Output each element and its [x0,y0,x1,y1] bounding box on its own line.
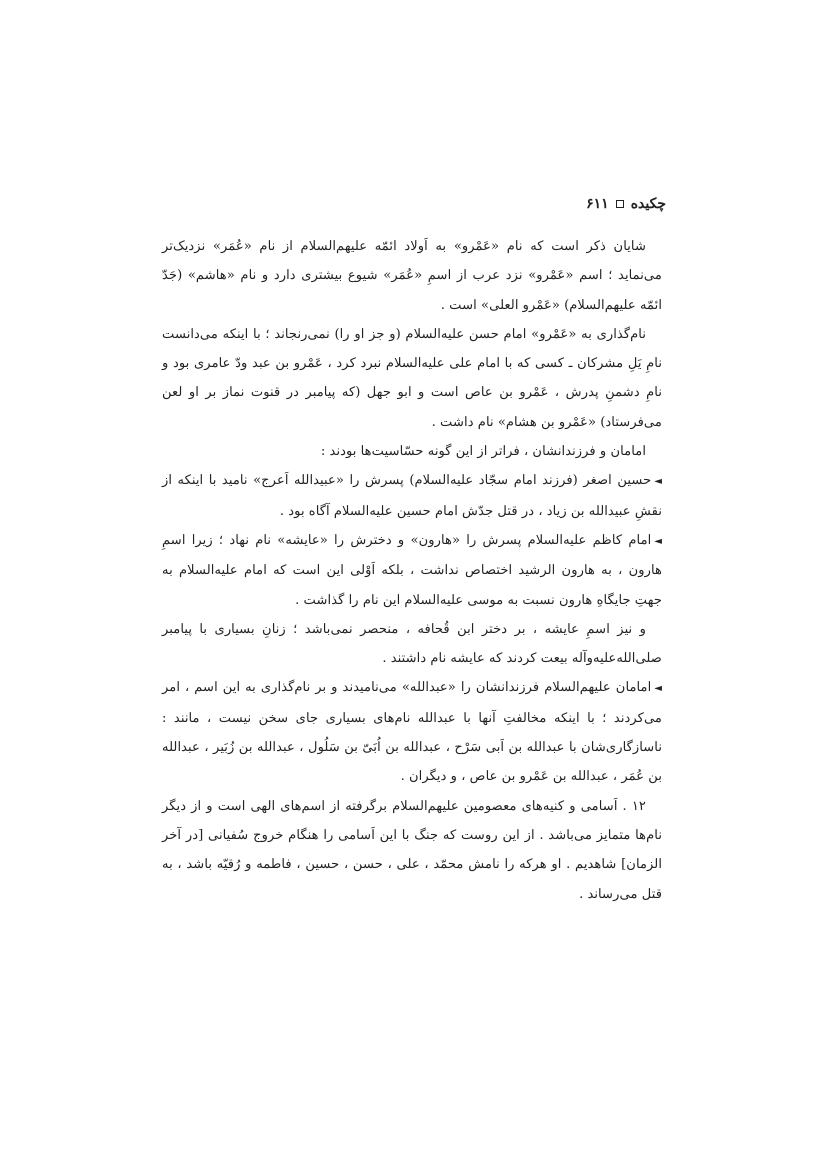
paragraph [162,232,662,320]
page-number: ۶۱۱ [586,196,609,212]
paragraph-text: امامان علیهم‌السلام فرزندانشان را «عبدالله» می‌نامیدند و بر نام‌گذاری به این اسم ، امر می‌کردند ؛ با اینکه مخالفتِ آنها با عبدالله نام‌های بسیاری جای سخن نیست ، مانند : ناسازگاری‌شان با عبدالله بن اَبی سَرْح ، عبدالله بن اُبَیّ بن سَلُول ، عبدالله بن زُبَیر ، عبدالله بن عُمَر ، عبدالله بن عَمْرو بن عاص ، و دیگران . [162,680,662,785]
paragraph-text: ۱۲ . اَسامی و کنیه‌های معصومین علیهم‌السلام برگرفته از اسم‌های الهی است و از دیگر نام‌ها متمایز می‌باشد . از این روست که جنگ با این اَسامی را هنگام خروج سُفیانی [در آخر الزمان] شاهدیم . او هرکه را نامش محمّد ، علی ، حسن ، حسین ، فاطمه و رُقیّه باشد ، به قتل می‌رساند . [162,798,662,902]
body-text [162,232,662,909]
bullet-paragraph [162,673,662,791]
triangle-bullet-icon: ◄ [654,476,662,488]
paragraph [162,320,662,437]
bullet-paragraph [162,526,662,615]
paragraph [162,615,662,674]
running-head [586,196,666,212]
paragraph [162,792,662,909]
triangle-bullet-icon: ◄ [654,535,662,547]
paragraph-text: نام‌گذاری به «عَمْرو» امام حسن علیه‌السلام (و جز او را) نمی‌رنجاند ؛ با اینکه می‌دانست نامِ یَلِ مشرکان ـ کسی که با امام علی علیه‌السلام نبرد کرد ، عَمْرو بن عبد ودّ عامری بود و نامِ دشمنِ پدرش ، عَمْرو بن عاص است و ابو جهل (که پیامبر در قنوت نماز بر او لعن می‌فرستاد) «عَمْرو بن هشام» نام داشت . [162,326,662,430]
paragraph [162,437,662,466]
bullet-paragraph [162,466,662,526]
chapter-title: چکیده [630,196,666,212]
paragraph-text: شایان ذکر است که نام «عَمْرو» به اَولاد ائمّه علیهم‌السلام از نام «عُمَر» نزدیک‌تر می‌نماید ؛ اسم «عَمْرو» نزد عرب از اسمِ «عُمَر» شیوع بیشتری دارد و نام «هاشم» (جَدّ ائمّه علیهم‌السلام) «عَمْرو العلی» است . [162,239,662,313]
square-bullet-icon [616,200,624,208]
paragraph-text: امام کاظم علیه‌السلام پسرش را «هارون» و دخترش را «عایشه» نام نهاد ؛ زیرا اسمِ هارون ، به هارون الرشید اختصاص نداشت ، بلکه اَوْلی این است که امام علیه‌السلام به جهتِ جایگاهِ هارون نسبت به موسی علیه‌السلام این نام را گذاشت . [162,532,662,608]
paragraph-text: و نیز اسمِ عایشه ، بر دختر ابن قُحافه ، منحصر نمی‌باشد ؛ زنانِ بسیاری با پیامبر صلی‌الله‌علیه‌وآله بیعت کردند که عایشه نام داشتند . [162,621,662,667]
triangle-bullet-icon: ◄ [654,683,662,695]
paragraph-text: امامان و فرزندانشان ، فراتر از این گونه حسّاسیت‌ها بودند : [320,444,646,460]
paragraph-text: حسین اصغر (فرزند امام سجّاد علیه‌السلام) پسرش را «عبیدالله اَعرج» نامید با اینکه از نقشِ عبیدالله بن زیاد ، در قتل جدّش امام حسین علیه‌السلام آگاه بود . [162,473,662,519]
